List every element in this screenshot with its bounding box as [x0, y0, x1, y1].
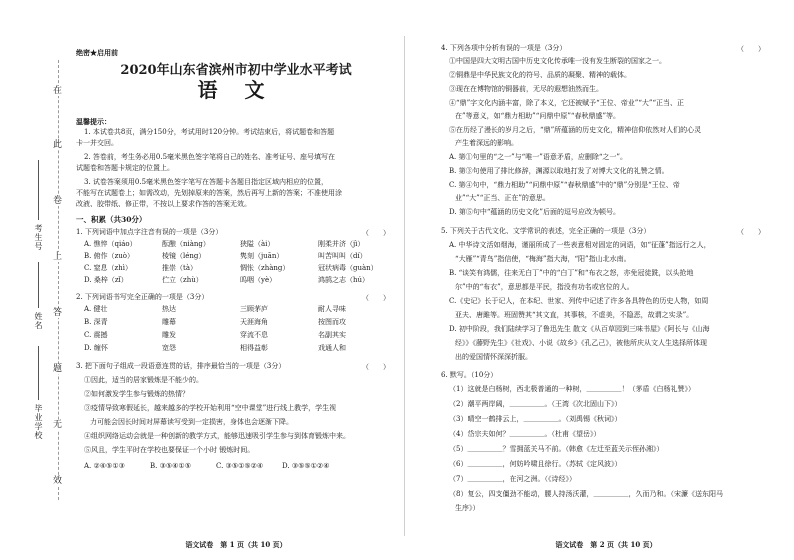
q4-sentence: 产生着深远的影响。: [455, 139, 518, 147]
binding-dashed-line: [58, 60, 59, 500]
gutter-field-school: 毕业学校: [34, 404, 43, 440]
q5-option: 亚夫、唐雎等。班固赞其“其文直，其事核，不虚美，不隐恶，故谓之实录”。: [455, 311, 694, 319]
tip-line: 1. 本试卷共8页，满分150分，考试用时120分钟。考试结束后，将试题卷和答题: [84, 128, 335, 136]
q5-option: 尔”中的“布衣”，意思都是平民，指没有功名或官位的人。: [455, 283, 634, 291]
q2-option-row: D. 缠怀 宽怨 相得益彰 戏通人和: [84, 344, 346, 352]
q5-option: A. 中华诗文活如烟海，谨丽所成了一些表意相对固定的词语，如“征蓬”指远行之人，: [449, 241, 711, 249]
q6-item: （8）复公，四支僵劲不能动，腰人持汤沃灌，＿＿＿＿＿，久而乃和。（宋濂《送东阳马: [449, 490, 723, 498]
q4-sentence: 在”等意义，如“鼎力相助”“问鼎中原”“春秋鼎盛”等。: [455, 112, 621, 120]
q4-option: D. 第⑤句中“蕴涵的历史文化”后面的逗号应改为顿号。: [449, 208, 620, 216]
secret-label: 绝密★启用前: [76, 48, 118, 57]
exam-subject: 语 文: [197, 78, 275, 102]
gutter-blank-line: [38, 262, 39, 308]
q5-option: D. 初中阶段，我们陆续学习了鲁迅先生 散文《从百草园到三味书屋》《阿长与《山海: [449, 325, 710, 333]
q6-item: （4）岱宗夫如何？＿＿＿＿＿。（杜甫《望岳》）: [449, 430, 601, 438]
q1-option-row: B. 俯作（zuò） 棱镜（léng） 隽刻（juān） 叫苦叫叫（dí）: [84, 252, 367, 260]
gutter-char: 卷: [53, 196, 63, 206]
exam-title: 2020年山东省滨州市初中学业水平考试: [120, 63, 352, 78]
answer-paren: （ ）: [737, 45, 765, 53]
q5-option: 经》》《藤野先生》《社戏》、小说《故乡》《孔乙己》，被他所庆从文人生选择所体现: [455, 339, 707, 347]
gutter-char: 在: [53, 86, 63, 96]
q6-item: （2）潮平两岸阔，＿＿＿＿＿。（王湾《次北固山下》）: [449, 400, 622, 408]
q4-option: C. 第④句中，“鼎力相助”“问鼎中原”“春秋鼎盛”中的“鼎”分别是“王位、帝: [449, 181, 680, 189]
tip-line: 卡一并交回。: [76, 139, 118, 147]
q2-option-row: B. 深青 雕幕 天涯海角 按图而攻: [84, 318, 346, 326]
q5-option: 出的爱国情怀深深折服。: [455, 353, 532, 361]
q3-sentence: ③疫情导致寒假延长，越来越多的学校开始利用“空中课堂”进行线上教学，学生视: [84, 404, 337, 412]
q6-item: （3）晴空一鹤排云上，＿＿＿＿＿。（刘禹锡《秋词》）: [449, 415, 622, 423]
question-2-stem: 2. 下列词语书写完全正确的一项是（3分）: [76, 293, 209, 301]
q6-item: （7）＿＿＿＿＿，在河之洲。（《诗经》）: [449, 475, 576, 483]
q3-sentence: ②如何激发学生参与锻炼的热情？: [84, 390, 189, 398]
tip-line: 不能写在试题卷上；如需改动，先划掉原来的答案，然后再写上新的答案；不准使用涂: [76, 189, 342, 197]
gutter-char: 效: [53, 476, 63, 486]
question-4-stem: 4. 下列各项中分析有误的一项是（3分）: [441, 44, 567, 52]
q3-sentence: ④组织网络运动会就是一种创新的教学方式，能够迅速吸引学生参与到体育锻炼中来。: [84, 432, 350, 440]
q2-option-row: C. 震撼 雕发 穿流不息 名副其实: [84, 331, 346, 339]
gutter-char: 无: [53, 420, 63, 430]
answer-paren: （ ）: [362, 229, 390, 237]
tip-line: 试题卷和答题卡规定的位置上。: [76, 164, 174, 172]
gutter-field-examinee-number: 考生号: [34, 224, 43, 251]
gutter-char: 题: [53, 364, 63, 374]
q2-option-row: A. 健壮 热达 三顾茅庐 耐人寻味: [84, 305, 346, 313]
q4-option: A. 第①句里的“之一”与“唯一”语意矛盾，应删除“之一”。: [449, 153, 627, 161]
q4-sentence: ②铜鼎是中华民族文化的符号、品质的凝聚、精神的载体。: [449, 71, 631, 79]
question-1-stem: 1. 下列词语中加点字注音有误的一项是（3分）: [76, 228, 223, 236]
q5-option: C.《史记》长于记人，在本纪、世家、列传中记述了许多各具特色的历史人物，如周: [449, 297, 709, 305]
q6-item: （5）＿＿＿＿＿？雪拥蓝关马不前。（韩愈《左迁至蓝关示侄孙湘》）: [449, 445, 664, 453]
gutter-char: 上: [53, 252, 63, 262]
q3-sentence: ⑤风且，学生平时在学校也要保证一个小时 锻炼时间。: [84, 446, 255, 454]
gutter-char: 此: [53, 140, 63, 150]
q1-option-row: A. 憔悴（qiáo） 酝酿（niàng） 狭隘（ài） 刚柔并济（jì）: [84, 240, 365, 248]
q6-item: 生序》）: [455, 504, 480, 512]
tip-line: 2. 答卷前，考生务必用0.5毫米黑色签字笔将自己的姓名、准考证号、座号填写在: [84, 153, 336, 161]
page-footer: 语文试卷 第 1 页（共 10 页）: [185, 540, 287, 549]
q3-sentence: 力可能会因长时间对屏幕读写受到一定损害，身体也会逐渐下降。: [90, 418, 293, 426]
question-5-stem: 5. 下列关于古代文化、文学常识的表述，完全正确的一项是（3分）: [441, 227, 651, 235]
q5-option: B. “谈笑有鸿儒，往来无白丁”中的“白丁”和“布衣之怒，亦免冠徒跣，以头抢地: [449, 269, 694, 277]
page-footer: 语文试卷 第 2 页（共 10 页）: [555, 540, 657, 549]
gutter-field-name: 姓名: [34, 312, 43, 330]
q4-sentence: ①中国是四大文明古国中历史文化传承唯一没有发生断裂的国家之一。: [449, 57, 666, 65]
q3-options: A. ②④⑤①③ B. ③⑤④①⑤ C. ③⑤①⑤②④ D. ③⑤⑤①②④: [84, 462, 330, 470]
tip-line: 3. 试卷答案须用0.5毫米黑色签字笔写在答题卡各题目指定区域内相应的位置，: [84, 178, 329, 186]
answer-paren: （ ）: [362, 363, 390, 371]
question-6-stem: 6. 默写。（10分）: [441, 371, 498, 379]
q5-option: “大雁”“青鸟”指信使，“梅海”指大海，“阳”指山北水南。: [455, 255, 631, 263]
q6-item: （1）这就是白杨树，西北极普通的一种树，＿＿＿＿＿！（茅盾《白杨礼赞》）: [449, 385, 695, 393]
tips-heading: 温馨提示：: [76, 117, 111, 126]
gutter-blank-line: [38, 346, 39, 400]
answer-paren: （ ）: [362, 294, 390, 302]
section-heading: 一、积累（共30分）: [76, 215, 147, 224]
binding-gutter: [0, 0, 80, 560]
q4-option: 业”“大”“正当、正在”的意思。: [455, 194, 550, 202]
q3-sentence: ①因此，适当的居家锻炼是不能少的。: [84, 376, 203, 384]
q4-sentence: ③现在在博物馆的铜器前，无尽的遐想油然而生。: [449, 85, 603, 93]
q6-item: （6）＿＿＿＿＿，何妨吟啸且徐行。（苏轼《定风波》）: [449, 460, 622, 468]
q4-option: B. 第③句使用了排比修辞，渊源以取地打发了对博大文化的礼赞之情。: [449, 167, 669, 175]
q4-sentence: ⑤在历经了漫长的岁月之后，“鼎”所蕴涵的历史文化，精神信仰依然对人们的心灵: [449, 126, 702, 134]
q4-sentence: ④“鼎”字文化内涵丰富，除了本义，它还被赋予“王位、帝业”“大”“正当、正: [449, 99, 685, 107]
question-3-stem: 3. 把下面句子组成一段语意连贯的话，排序最恰当的一项是（3分）: [76, 362, 286, 370]
exam-page-2: [405, 0, 794, 560]
gutter-char: 答: [53, 308, 63, 318]
q1-option-row: C. 窒息（zhì） 推崇（tà） 惆怅（zhàng） 冠状病毒（guàn）: [84, 264, 378, 272]
q1-option-row: D. 桑梓（zǐ） 伫立（zhù） 呜咽（yè） 鸿鹄之志（hú）: [84, 276, 370, 284]
tip-line: 改液、胶带纸、修正带，不按以上要求作答的答案无效。: [76, 200, 251, 208]
answer-paren: （ ）: [737, 228, 765, 236]
gutter-blank-line: [38, 160, 39, 220]
